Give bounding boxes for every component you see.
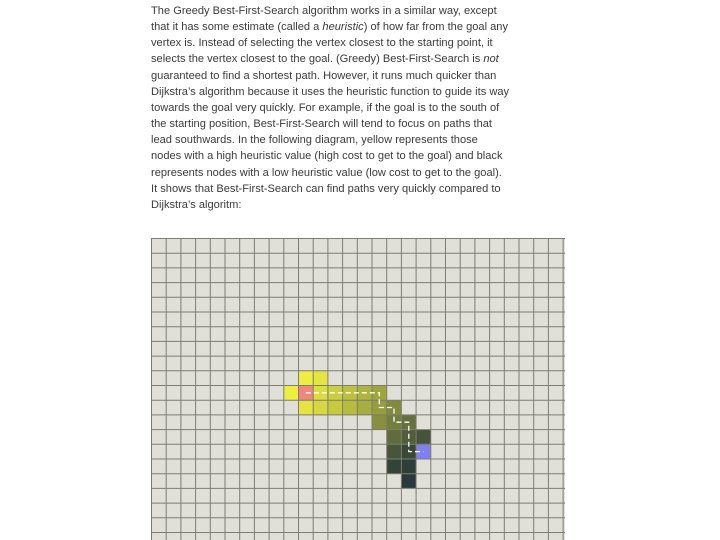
- emphasis-not: not: [483, 53, 499, 66]
- visited-node: [357, 400, 372, 415]
- visited-node: [387, 459, 402, 474]
- visited-node: [372, 415, 387, 430]
- visited-node: [299, 371, 314, 386]
- text-segment: The Greedy Best-First-Search algorithm works in a similar way, except that it has some estimate (called a: [151, 5, 497, 34]
- visited-node: [387, 430, 402, 445]
- paragraph: [151, 3, 511, 213]
- visited-node: [299, 400, 314, 415]
- best-first-search-diagram: [151, 238, 565, 540]
- visited-node: [328, 400, 343, 415]
- text-segment: guaranteed to find a shortest path. However, it runs much quicker than Dijkstra’s algorithm because it uses the heuristic function to guide its way towards the goal very quickly. For example, if the goal is to the south of the starting position, Best-First-Search will tend to focus on paths that lead southwards. In the following diagram, yellow represents those nodes with a high heuristic value (high cost to get to the goal) and black represents nodes with a low heuristic value (low cost to get to the goal). It shows that Best-First-Search can find paths very quickly compared to Dijkstra’s algoritm:: [151, 69, 510, 211]
- visited-node: [284, 386, 299, 401]
- visited-node: [343, 400, 358, 415]
- visited-node: [401, 459, 416, 474]
- grid-diagram: [151, 238, 565, 540]
- visited-node: [387, 444, 402, 459]
- article-text: [151, 3, 511, 213]
- visited-node: [313, 400, 328, 415]
- emphasis-heuristic: heuristic: [322, 21, 364, 34]
- visited-node: [313, 371, 328, 386]
- visited-node: [416, 430, 431, 445]
- text-segment: ) of how far from the goal any vertex is. Instead of selecting the vertex closest to the starting point, it selects the vertex closest to the goal. (Greedy) Best-First-Search is: [151, 21, 509, 66]
- visited-node: [401, 474, 416, 489]
